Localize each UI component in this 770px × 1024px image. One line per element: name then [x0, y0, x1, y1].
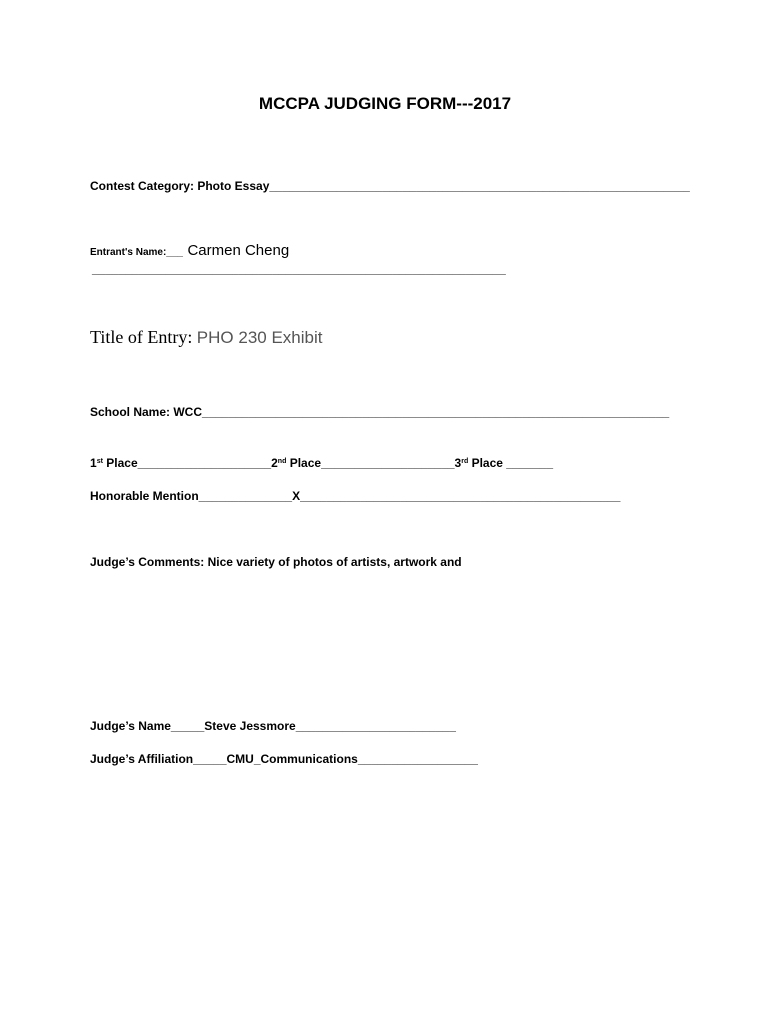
entrant-underline: ______________________________________________________________	[92, 262, 506, 276]
judge-comments: Judge’s Comments: Nice variety of photos of artists, artwork and	[90, 555, 462, 569]
honorable-mention-blank-1: ______________	[198, 489, 293, 503]
judge-name-value: Steve Jessmore	[204, 719, 296, 733]
entrant-row	[90, 242, 289, 260]
third-place-blank: _______	[502, 456, 553, 470]
school-row	[90, 405, 669, 419]
second-place-label: Place	[286, 456, 322, 470]
first-place-num: 1	[90, 456, 97, 470]
honorable-mention-label: Honorable Mention	[90, 489, 199, 503]
title-of-entry-value: PHO 230 Exhibit	[196, 328, 323, 347]
judge-affiliation-blank-1: _____	[193, 752, 227, 766]
honorable-mention-mark: X	[292, 489, 301, 503]
school-underline: ______________________________________________________________________	[202, 405, 670, 419]
entrant-label: Entrant's Name:	[90, 247, 167, 258]
judge-affiliation-blank-2: __________________	[357, 752, 478, 766]
honorable-mention-blank-2: ________________________________________________	[300, 489, 621, 503]
first-place-sup: st	[96, 458, 103, 465]
honorable-mention-row	[90, 489, 620, 503]
second-place-sup: nd	[277, 458, 287, 465]
first-place-blank: ____________________	[137, 456, 272, 470]
second-place-blank: ____________________	[321, 456, 455, 470]
form-title: MCCPA JUDGING FORM---2017	[258, 94, 512, 113]
entrant-blank: ___	[166, 247, 183, 258]
title-of-entry-row	[90, 327, 322, 348]
contest-category-label: Contest Category: Photo Essay	[90, 179, 270, 193]
title-of-entry-label: Title of Entry:	[90, 327, 193, 347]
school-label: School Name: WCC	[90, 405, 203, 419]
judge-affiliation-row	[90, 752, 478, 766]
third-place-sup: rd	[461, 458, 469, 465]
judge-name-blank-1: _____	[170, 719, 205, 733]
third-place-label: Place	[468, 456, 503, 470]
judge-name-blank-2: ________________________	[295, 719, 456, 733]
judge-affiliation-label: Judge’s Affiliation	[90, 752, 194, 766]
judge-affiliation-value: CMU_Communications	[226, 752, 358, 766]
places-row	[90, 456, 553, 470]
first-place-label: Place	[102, 456, 138, 470]
judge-name-label: Judge’s Name	[90, 719, 171, 733]
contest-category-row	[90, 179, 690, 193]
contest-category-underline: _______________________________________________________________	[269, 179, 690, 193]
third-place-num: 3	[454, 456, 462, 470]
entrant-name-value: Carmen Cheng	[187, 242, 290, 259]
judge-name-row	[90, 719, 456, 733]
second-place-num: 2	[271, 456, 278, 470]
